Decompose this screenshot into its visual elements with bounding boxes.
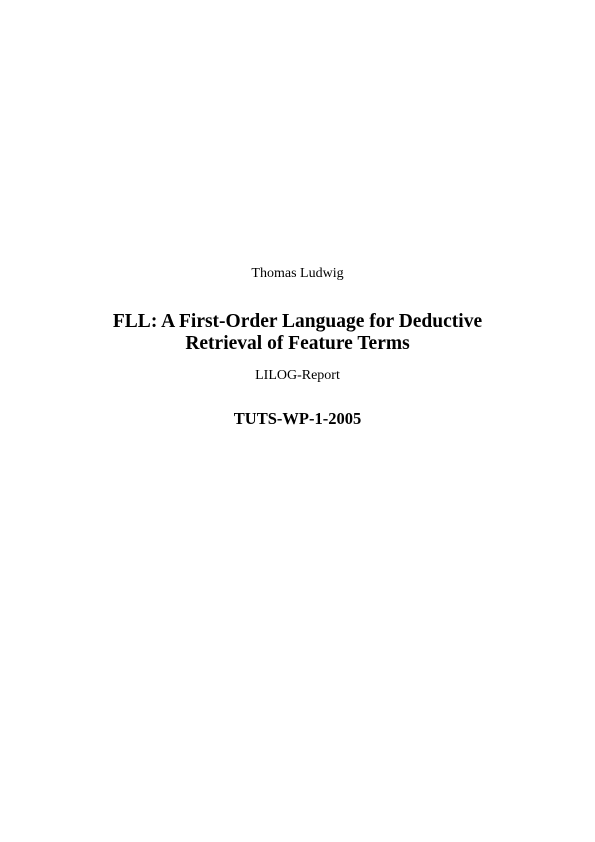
document-title: [0, 311, 595, 355]
title-line-1: FLL: A First-Order Language for Deductive: [112, 311, 483, 332]
author-name: Thomas Ludwig: [251, 266, 344, 281]
report-type: LILOG-Report: [255, 368, 340, 383]
title-line-2: Retrieval of Feature Terms: [185, 333, 410, 354]
report-id: TUTS-WP-1-2005: [233, 409, 362, 428]
